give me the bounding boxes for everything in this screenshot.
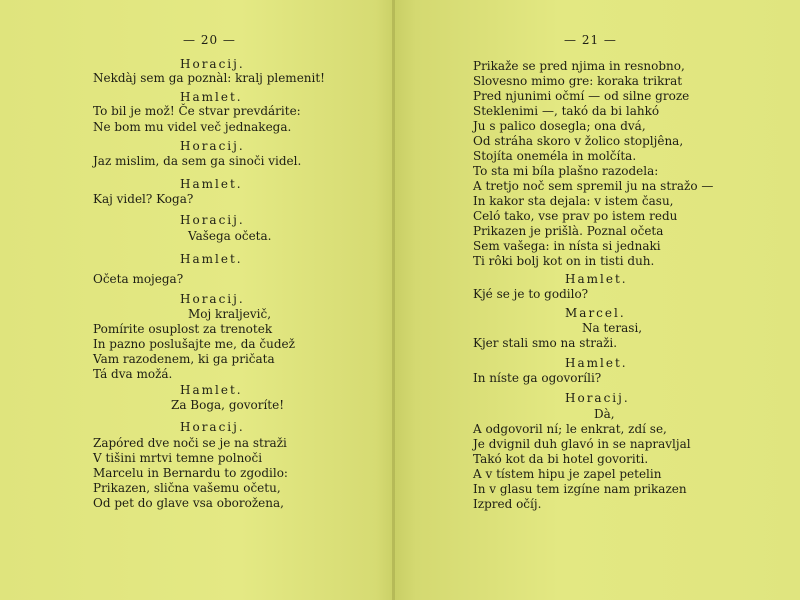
- verse-line: Ju s palico dosegla; ona dvá,: [473, 119, 646, 133]
- verse-line: In kakor sta dejala: v istem času,: [473, 194, 674, 208]
- speaker-line: Horacij.: [180, 57, 245, 71]
- verse-line: Prikazen je prišlà. Poznal očeta: [473, 224, 664, 238]
- verse-line: Kaj videl? Koga?: [93, 192, 194, 206]
- verse-line: Takó kot da bi hotel govoriti.: [473, 452, 649, 466]
- verse-line: Jaz mislim, da sem ga sinoči videl.: [93, 154, 302, 168]
- verse-line: A tretjo noč sem spremil ju na stražo —: [473, 179, 714, 193]
- verse-line: Ti rôki bolj kot on in tisti duh.: [473, 254, 655, 268]
- verse-line: In v glasu tem izgíne nam prikazen: [473, 482, 687, 496]
- verse-line: Moj kraljevič,: [188, 307, 272, 321]
- verse-line: Ne bom mu videl več jednakega.: [93, 120, 292, 134]
- left-page: [0, 0, 395, 600]
- speaker-line: Horacij.: [180, 292, 245, 306]
- speaker-line: Hamlet.: [180, 90, 243, 104]
- speaker-line: Hamlet.: [180, 252, 243, 266]
- verse-line: Vam razodenem, ki ga pričata: [93, 352, 275, 366]
- speaker-line: Hamlet.: [565, 356, 628, 370]
- verse-line: Je dvignil duh glavó in se napravljal: [473, 437, 691, 451]
- verse-line: Sem vašega: in nísta si jednaki: [473, 239, 661, 253]
- speaker-line: Horacij.: [565, 391, 630, 405]
- verse-line: Nekdàj sem ga poznàl: kralj plemenit!: [93, 71, 326, 85]
- verse-line: Celó tako, vse prav po istem redu: [473, 209, 678, 223]
- page-number-right: — 21 —: [564, 33, 617, 47]
- verse-line: Slovesno mimo gre: koraka trikrat: [473, 74, 683, 88]
- speaker-line: Horacij.: [180, 213, 245, 227]
- verse-line: Prikazen, slična vašemu očetu,: [93, 481, 281, 495]
- speaker-line: Hamlet.: [180, 383, 243, 397]
- verse-line: Za Boga, govoríte!: [171, 398, 285, 412]
- page-number-left: — 20 —: [183, 33, 236, 47]
- verse-line: In níste ga ogovoríli?: [473, 371, 602, 385]
- verse-line: Dà,: [594, 407, 615, 421]
- speaker-line: Marcel.: [565, 306, 626, 320]
- verse-line: Kjé se je to godilo?: [473, 287, 589, 301]
- verse-line: Tá dva možá.: [93, 367, 173, 381]
- verse-line: Od pet do glave vsa oborožena,: [93, 496, 284, 510]
- verse-line: Pred njunimi očmí — od silne groze: [473, 89, 690, 103]
- speaker-line: Hamlet.: [180, 177, 243, 191]
- speaker-line: Horacij.: [180, 420, 245, 434]
- verse-line: To bil je mož! Če stvar prevdárite:: [93, 104, 301, 118]
- verse-line: In pazno poslušajte me, da čudež: [93, 337, 295, 351]
- verse-line: A odgovoril ní; le enkrat, zdí se,: [473, 422, 667, 436]
- speaker-line: Horacij.: [180, 139, 245, 153]
- right-page: [395, 0, 800, 600]
- verse-line: A v tístem hipu je zapel petelin: [473, 467, 662, 481]
- verse-line: Kjer stali smo na straži.: [473, 336, 618, 350]
- verse-line: Stojíta oneméla in molčíta.: [473, 149, 637, 163]
- verse-line: Prikaže se pred njima in resnobno,: [473, 59, 685, 73]
- verse-line: Steklenimi —, takó da bi lahkó: [473, 104, 660, 118]
- verse-line: Na terasi,: [582, 321, 643, 335]
- verse-line: Od stráha skoro v žolico stopljêna,: [473, 134, 684, 148]
- speaker-line: Hamlet.: [565, 272, 628, 286]
- verse-line: Izpred očíj.: [473, 497, 542, 511]
- verse-line: Očeta mojega?: [93, 272, 184, 286]
- verse-line: Pomírite osuplost za trenotek: [93, 322, 273, 336]
- verse-line: Marcelu in Bernardu to zgodilo:: [93, 466, 288, 480]
- verse-line: Zapóred dve noči se je na straži: [93, 436, 287, 450]
- verse-line: Vašega očeta.: [188, 229, 272, 243]
- verse-line: To sta mi bíla plašno razodela:: [473, 164, 659, 178]
- verse-line: V tišini mrtvi temne polnoči: [93, 451, 263, 465]
